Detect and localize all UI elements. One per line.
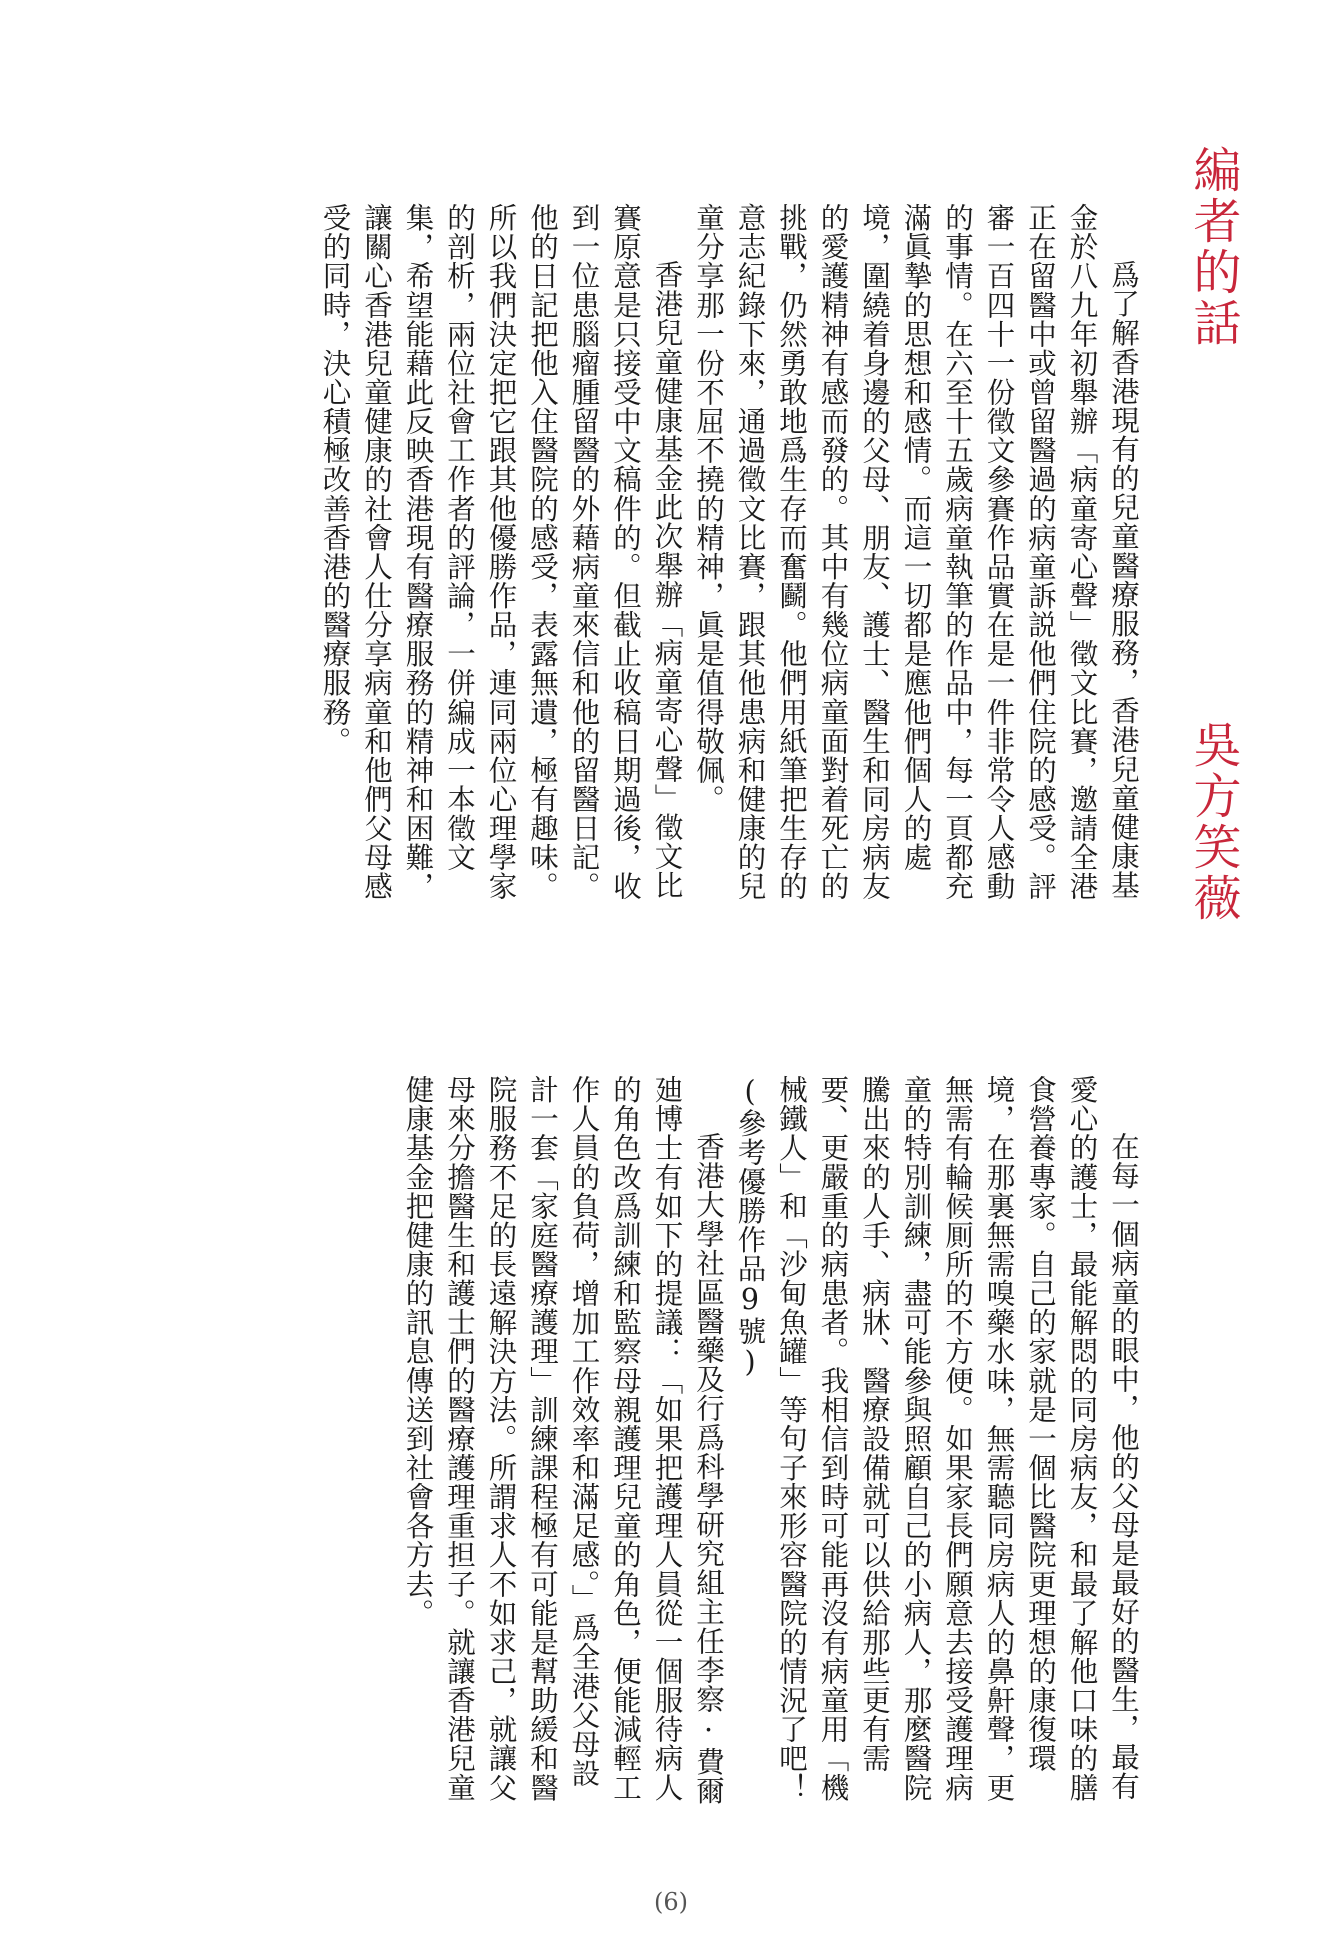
page-title: 編者的話: [1185, 145, 1241, 349]
author-name: 吳方笑薇: [1185, 720, 1241, 924]
bottom-text-block: [144, 1075, 1144, 1815]
paragraph: 在每一個病童的眼中，他的父母是最好的醫生，最有愛心的護士，最能解悶的同房病友，和最了解他口味的膳食營養專家。自己的家就是一個比醫院更理想的康復環境，在那裏無需嗅藥水味，無需聽同房病人的鼻鼾聲，更無需有輪候厠所的不方便。如果家長們願意去接受護理病童的特別訓練，盡可能參與照顧自己的小病人，那麼醫院騰出來的人手、病牀、醫療設備就可以供給那些更有需要、更嚴重的病患者。我相信到時可能再沒有病童用「機械鐵人」和「沙甸魚罐」等句子來形容醫院的情況了吧！(參考優勝作品9號): [733, 1075, 1140, 1802]
top-text-block: [114, 203, 1144, 923]
paragraph: 香港大學社區醫藥及行爲科學研究組主任李察·費爾廸博士有如下的提議：「如果把護理人員從一個服待病人的角色改爲訓練和監察母親護理兒童的角色，便能減輕工作人員的負荷，增加工作效率和滿足感。」爲全港父母設計一套「家庭醫療護理」訓練課程極有可能是幫助緩和醫院服務不足的長遠解決方法。所謂求人不如求己，就讓父母來分擔醫生和護士們的醫療護理重担子。就讓香港兒童健康基金把健康的訊息傳送到社會各方去。: [401, 1075, 725, 1806]
paragraph: 香港兒童健康基金此次舉辦「病童寄心聲」徵文比賽原意是只接受中文稿件的。但截止收稿日期過後，收到一位患腦瘤腫留醫的外藉病童來信和他的留醫日記。他的日記把他入住醫院的感受，表露無遺，極有趣味。所以我們決定把它跟其他優勝作品，連同兩位心理學家的剖析，兩位社會工作者的評論，一併編成一本徵文集，希望能藉此反映香港現有醫療服務的精神和困難，讓關心香港兒童健康的社會人仕分享病童和他們父母感受的同時，決心積極改善香港的醫療服務。: [318, 203, 684, 901]
page-number: (6): [654, 1888, 688, 1916]
paragraph: 爲了解香港現有的兒童醫療服務，香港兒童健康基金於八九年初舉辦「病童寄心聲」徵文比賽，邀請全港正在留醫中或曾留醫過的病童訴説他們住院的感受。評審一百四十一份徵文參賽作品實在是一件非常令人感動的事情。在六至十五歲病童執筆的作品中，每一頁都充滿眞摯的思想和感情。而這一切都是應他們個人的處境，圍繞着身邊的父母、朋友、護士、醫生和同房病友的愛護精神有感而發的。其中有幾位病童面對着死亡的挑戰，仍然勇敢地爲生存而奮鬬。他們用紙筆把生存的意志紀錄下來，通過徵文比賽，跟其他患病和健康的兒童分享那一份不屈不撓的精神，眞是值得敬佩。: [692, 203, 1140, 901]
